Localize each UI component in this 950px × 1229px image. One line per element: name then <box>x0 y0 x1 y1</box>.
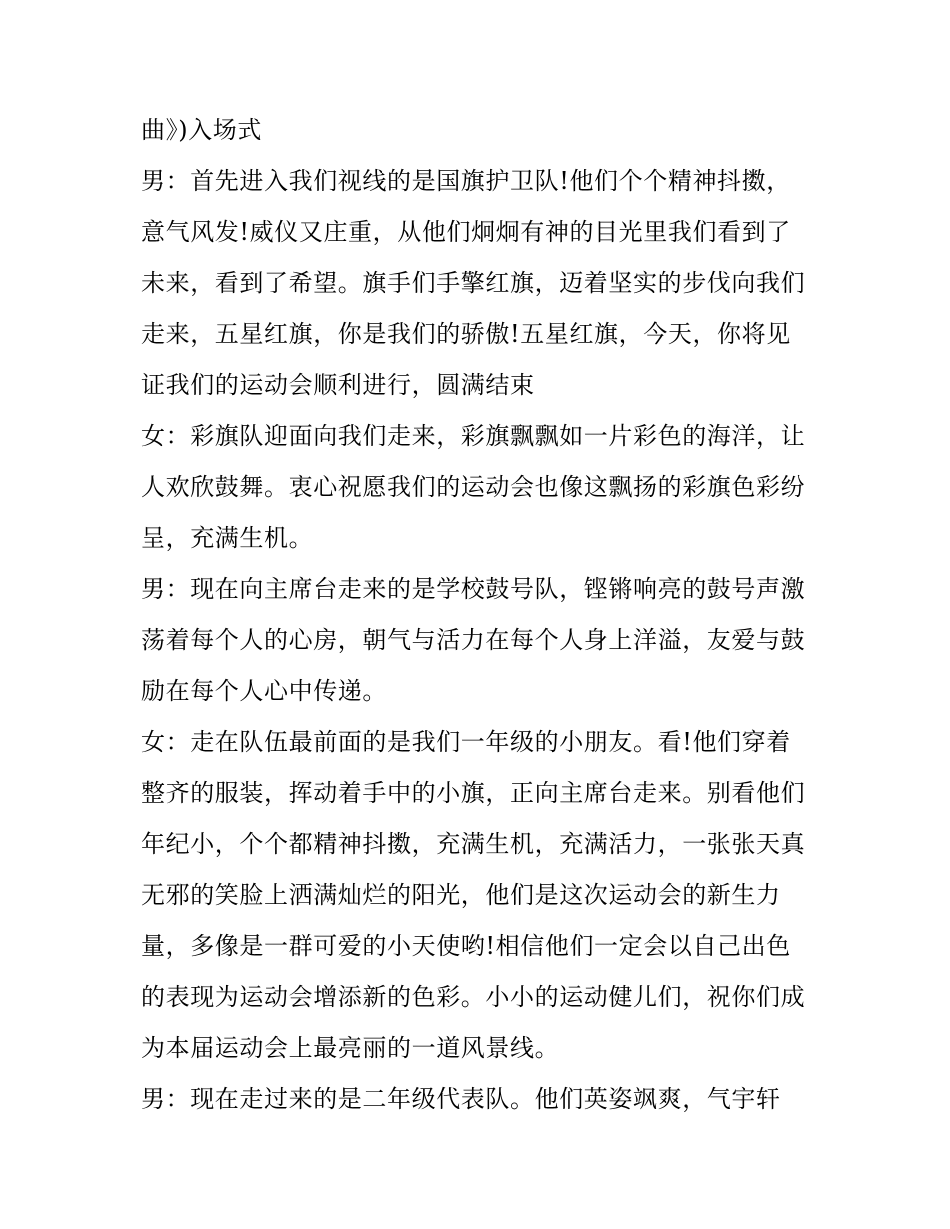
text-line: 证我们的运动会顺利进行，圆满结束 <box>141 371 535 399</box>
text-line: 为本届运动会上最亮丽的一道风景线。 <box>141 1034 560 1062</box>
text-line: 男：现在走过来的是二年级代表队。他们英姿飒爽，气宇轩 <box>141 1085 781 1113</box>
text-line: 曲》)入场式 <box>141 116 262 144</box>
text-line: 的表现为运动会增添新的色彩。小小的运动健儿们，祝你们成 <box>141 983 806 1011</box>
text-line: 励在每个人心中传递。 <box>141 677 387 705</box>
text-line: 量，多像是一群可爱的小天使哟!相信他们一定会以自己出色 <box>141 932 791 960</box>
text-line: 荡着每个人的心房，朝气与活力在每个人身上洋溢，友爱与鼓 <box>141 626 806 654</box>
text-line: 整齐的服装，挥动着手中的小旗，正向主席台走来。别看他们 <box>141 779 806 807</box>
text-line: 男：现在向主席台走来的是学校鼓号队，铿锵响亮的鼓号声激 <box>141 575 806 603</box>
text-line: 女：走在队伍最前面的是我们一年级的小朋友。看!他们穿着 <box>141 728 791 756</box>
text-line: 走来，五星红旗，你是我们的骄傲!五星红旗，今天，你将见 <box>141 320 791 348</box>
text-line: 意气风发!威仪又庄重，从他们炯炯有神的目光里我们看到了 <box>141 218 791 246</box>
text-line: 男：首先进入我们视线的是国旗护卫队!他们个个精神抖擞， <box>141 167 791 195</box>
text-line: 年纪小，个个都精神抖擞，充满生机，充满活力，一张张天真 <box>141 830 806 858</box>
text-line: 未来，看到了希望。旗手们手擎红旗，迈着坚实的步伐向我们 <box>141 269 806 297</box>
text-line: 女：彩旗队迎面向我们走来，彩旗飘飘如一片彩色的海洋，让 <box>141 422 806 450</box>
document-body <box>141 105 831 1125</box>
text-line: 人欢欣鼓舞。衷心祝愿我们的运动会也像这飘扬的彩旗色彩纷 <box>141 473 806 501</box>
text-line: 呈，充满生机。 <box>141 524 314 552</box>
text-line: 无邪的笑脸上洒满灿烂的阳光，他们是这次运动会的新生力 <box>141 881 781 909</box>
